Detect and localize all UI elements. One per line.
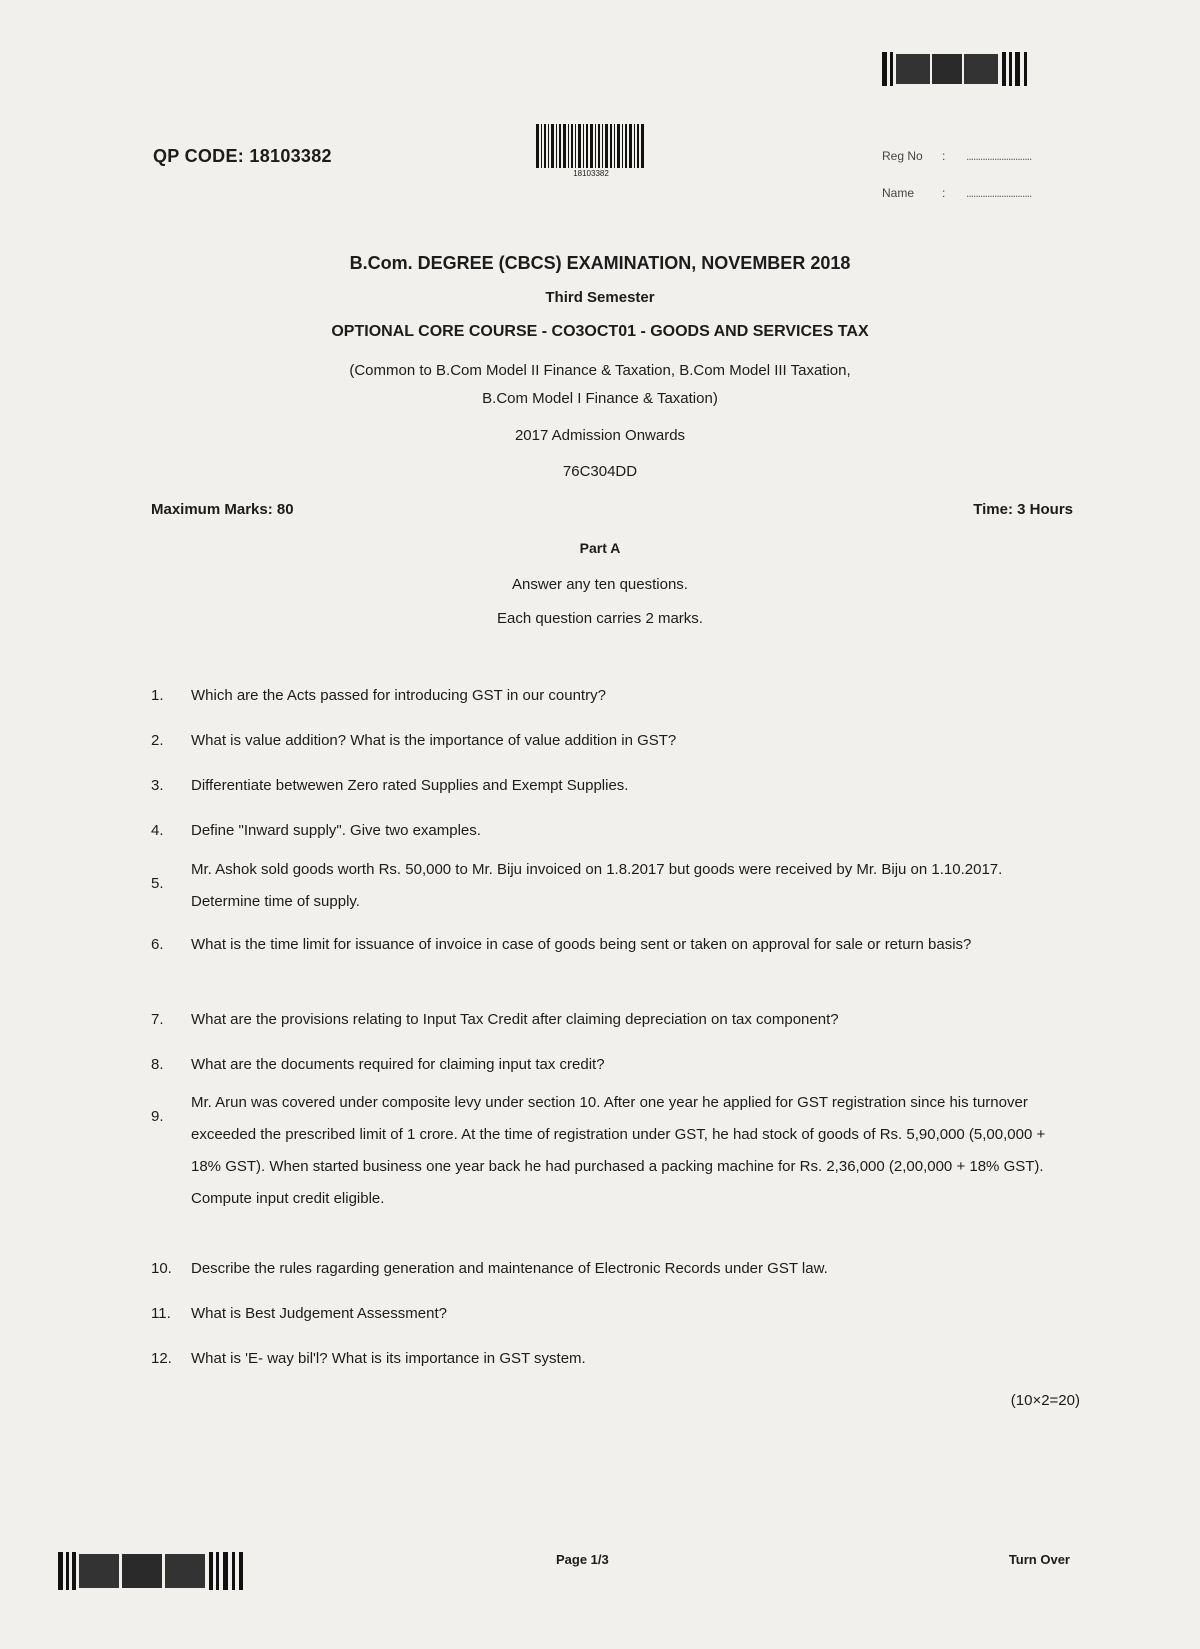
- question-number: 4.: [151, 822, 164, 839]
- reg-no-colon: :: [942, 149, 946, 163]
- question-5: [151, 854, 1071, 918]
- instruction-2: Each question carries 2 marks.: [497, 610, 703, 627]
- question-text: What is 'E- way bil'l? What is its importance in GST system.: [191, 1350, 586, 1367]
- question-number: 9.: [151, 1108, 164, 1125]
- common-line-1: (Common to B.Com Model II Finance & Taxation, B.Com Model III Taxation,: [349, 362, 851, 379]
- barcode-number: 18103382: [573, 169, 609, 178]
- max-marks: Maximum Marks: 80: [151, 501, 294, 518]
- question-text: What are the documents required for claiming input tax credit?: [191, 1056, 605, 1073]
- question-text: Mr. Arun was covered under composite levy under section 10. After one year he applied for GST registration since his turnover exceeded the prescribed limit of 1 crore. At the time of registration under GST, he had stock of goods of Rs. 5,90,000 (5,00,000 + 18% GST). When started business one year back he had purchased a packing machine for Rs. 2,36,000 (2,00,000 + 18% GST). Compute input credit eligible.: [191, 1094, 1046, 1207]
- question-2: [151, 725, 1071, 757]
- question-number: 7.: [151, 1011, 164, 1028]
- question-number: 8.: [151, 1056, 164, 1073]
- question-3: [151, 770, 1071, 802]
- name-blank: ............................: [966, 186, 1032, 200]
- question-4: [151, 815, 1071, 847]
- question-7: [151, 1004, 1071, 1036]
- question-number: 5.: [151, 875, 164, 892]
- question-9: [151, 1087, 1071, 1215]
- name-row: [882, 186, 1031, 200]
- question-1: [151, 680, 1071, 712]
- admission-line: 2017 Admission Onwards: [514, 427, 686, 444]
- qp-code: QP CODE: 18103382: [153, 146, 332, 166]
- semester: Third Semester: [545, 289, 655, 306]
- qr-barcode-top-right: [882, 52, 1032, 86]
- question-12: [151, 1343, 1071, 1375]
- question-text: What is Best Judgement Assessment?: [191, 1305, 447, 1322]
- instruction-1: Answer any ten questions.: [512, 576, 688, 593]
- qr-barcode-bottom-left: [58, 1552, 248, 1590]
- question-number: 2.: [151, 732, 164, 749]
- name-colon: :: [942, 186, 946, 200]
- reg-no-blank: ............................: [966, 149, 1032, 163]
- question-number: 1.: [151, 687, 164, 704]
- question-number: 6.: [151, 936, 164, 953]
- question-text: What are the provisions relating to Input Tax Credit after claiming depreciation on tax component?: [191, 1011, 839, 1028]
- exam-title: B.Com. DEGREE (CBCS) EXAMINATION, NOVEMBER 2018: [349, 253, 851, 273]
- question-text: What is the time limit for issuance of invoice in case of goods being sent or taken on approval for sale or return basis?: [191, 936, 972, 953]
- common-line-2: B.Com Model I Finance & Taxation): [482, 390, 718, 407]
- page-number: Page 1/3: [556, 1552, 609, 1567]
- paper-code: 76C304DD: [562, 463, 638, 480]
- turn-over: Turn Over: [1008, 1552, 1070, 1567]
- question-text: Describe the rules ragarding generation and maintenance of Electronic Records under GST law.: [191, 1260, 828, 1277]
- question-11: [151, 1298, 1071, 1330]
- question-number: 12.: [151, 1350, 172, 1367]
- question-6: [151, 929, 1071, 961]
- marks-total: (10×2=20): [1010, 1392, 1080, 1409]
- reg-no-label: Reg No: [882, 149, 923, 163]
- question-text: Define "Inward supply". Give two examples.: [191, 822, 481, 839]
- question-text: What is value addition? What is the importance of value addition in GST?: [191, 732, 677, 749]
- part-heading: Part A: [579, 540, 621, 556]
- reg-no-row: [882, 149, 1031, 163]
- course-title: OPTIONAL CORE COURSE - CO3OCT01 - GOODS AND SERVICES TAX: [331, 323, 869, 340]
- question-text: Differentiate betwewen Zero rated Supplies and Exempt Supplies.: [191, 777, 629, 794]
- time-allowed: Time: 3 Hours: [973, 501, 1073, 518]
- question-8: [151, 1049, 1071, 1081]
- question-number: 11.: [151, 1305, 171, 1322]
- question-number: 3.: [151, 777, 164, 794]
- question-10: [151, 1253, 1071, 1285]
- name-label: Name: [882, 186, 915, 200]
- question-number: 10.: [151, 1260, 172, 1277]
- barcode-center: [536, 124, 646, 168]
- question-text: Mr. Ashok sold goods worth Rs. 50,000 to Mr. Biju invoiced on 1.8.2017 but goods were received by Mr. Biju on 1.10.2017. Determine time of supply.: [191, 861, 1003, 910]
- question-text: Which are the Acts passed for introducing GST in our country?: [191, 687, 606, 704]
